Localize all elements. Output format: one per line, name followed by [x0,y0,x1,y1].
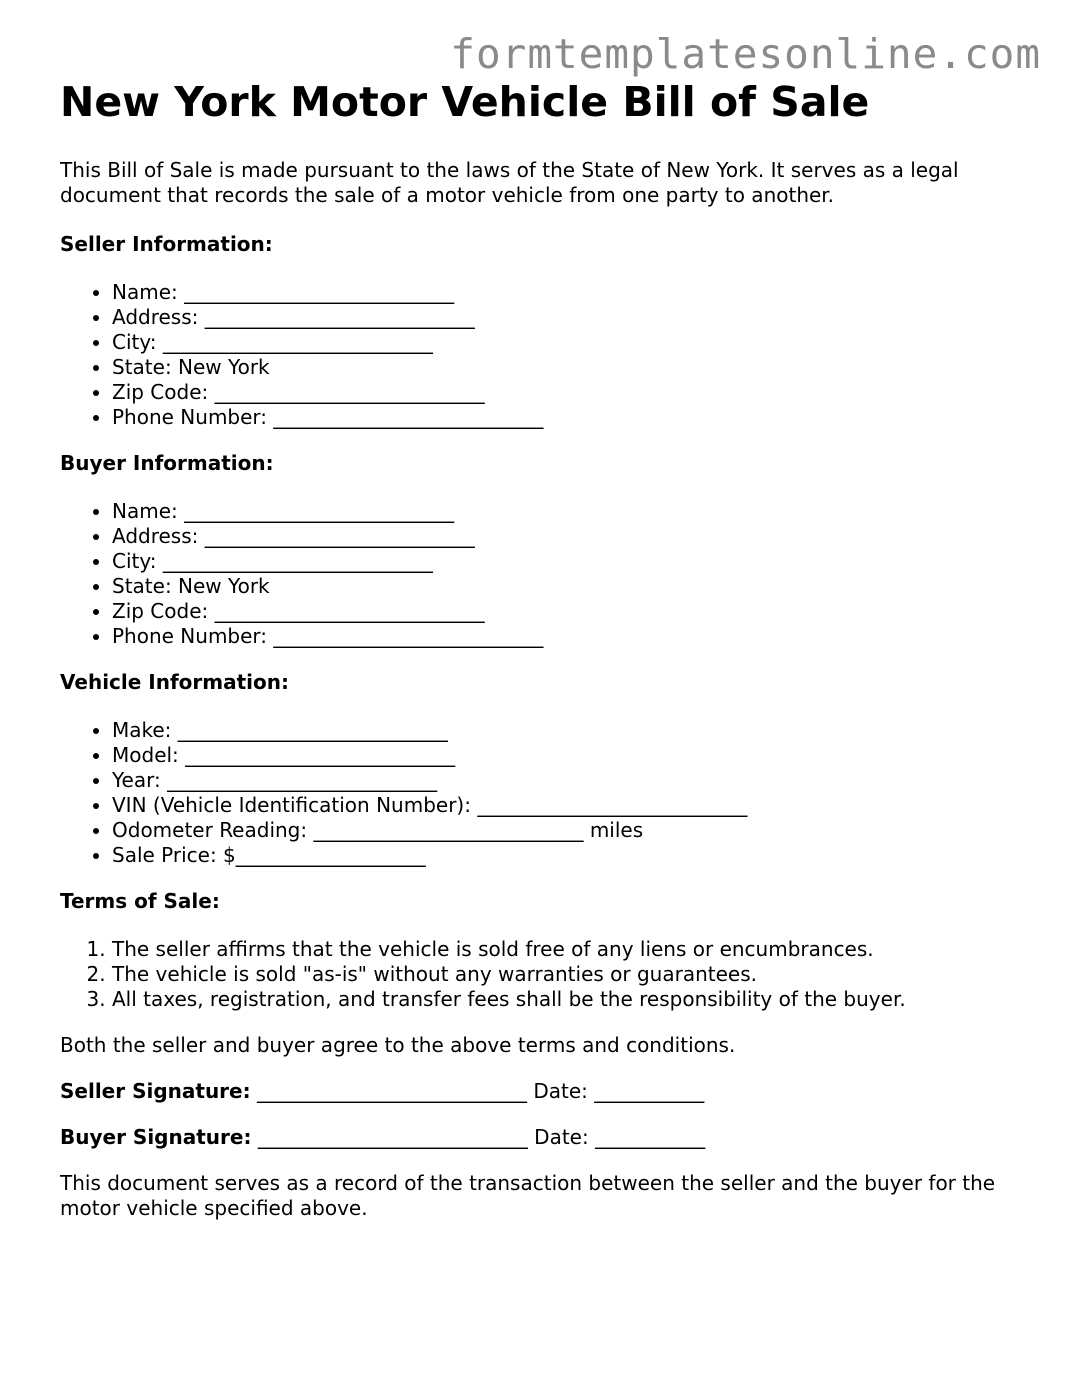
buyer-date-label: Date: [534,1125,589,1149]
buyer-signature-line[interactable]: ___________________________ [257,1125,528,1149]
vehicle-section-heading: Vehicle Information: [60,670,289,694]
vehicle-odometer-field[interactable]: • Odometer Reading: ___________________________ miles [112,818,1020,843]
terms-section-heading: Terms of Sale: [60,889,220,913]
buyer-address-field[interactable]: • Address: ___________________________ [112,524,1020,549]
seller-state-field: • State: New York [112,355,1020,380]
vehicle-year-field[interactable]: • Year: ___________________________ [112,768,1020,793]
seller-signature-line[interactable]: ___________________________ [256,1079,527,1103]
buyer-date-line[interactable]: ___________ [595,1125,706,1149]
seller-date-label: Date: [533,1079,588,1103]
vehicle-info-list [60,718,1020,868]
vehicle-make-field[interactable]: • Make: ___________________________ [112,718,1020,743]
seller-section-heading: Seller Information: [60,232,273,256]
term-item: 2. The vehicle is sold "as-is" without any warranties or guarantees. [112,962,1020,987]
watermark-text: formtemplatesonline.com [450,30,1041,78]
seller-signature-label: Seller Signature: [60,1079,251,1103]
seller-date-line[interactable]: ___________ [594,1079,705,1103]
buyer-name-field[interactable]: • Name: ___________________________ [112,499,1020,524]
term-item: 3. All taxes, registration, and transfer fees shall be the responsibility of the buyer. [112,987,1020,1012]
buyer-signature-label: Buyer Signature: [60,1125,252,1149]
buyer-city-field[interactable]: • City: ___________________________ [112,549,1020,574]
closing-paragraph: This document serves as a record of the transaction between the seller and the buyer for the motor vehicle specified above. [60,1171,996,1220]
vehicle-model-field[interactable]: • Model: ___________________________ [112,743,1020,768]
page-title: New York Motor Vehicle Bill of Sale [60,78,870,126]
seller-info-list [60,280,1020,430]
vehicle-sale-price-field[interactable]: • Sale Price: $___________________ [112,843,1020,868]
seller-signature-row [60,1079,1020,1104]
buyer-info-list [60,499,1020,649]
buyer-state-field: • State: New York [112,574,1020,599]
buyer-section-heading: Buyer Information: [60,451,274,475]
document-body [60,78,1020,1221]
agreement-paragraph: Both the seller and buyer agree to the above terms and conditions. [60,1033,736,1057]
buyer-zip-field[interactable]: • Zip Code: ___________________________ [112,599,1020,624]
seller-name-field[interactable]: • Name: ___________________________ [112,280,1020,305]
seller-city-field[interactable]: • City: ___________________________ [112,330,1020,355]
buyer-phone-field[interactable]: • Phone Number: ___________________________ [112,624,1020,649]
seller-address-field[interactable]: • Address: ___________________________ [112,305,1020,330]
seller-zip-field[interactable]: • Zip Code: ___________________________ [112,380,1020,405]
intro-paragraph: This Bill of Sale is made pursuant to the laws of the State of New York. It serves as a legal document that records the sale of a motor vehicle from one party to another. [60,158,959,207]
terms-list [60,937,1020,1012]
buyer-signature-row [60,1125,1020,1150]
term-item: 1. The seller affirms that the vehicle is sold free of any liens or encumbrances. [112,937,1020,962]
seller-phone-field[interactable]: • Phone Number: ___________________________ [112,405,1020,430]
vehicle-vin-field[interactable]: • VIN (Vehicle Identification Number): ___________________________ [112,793,1020,818]
